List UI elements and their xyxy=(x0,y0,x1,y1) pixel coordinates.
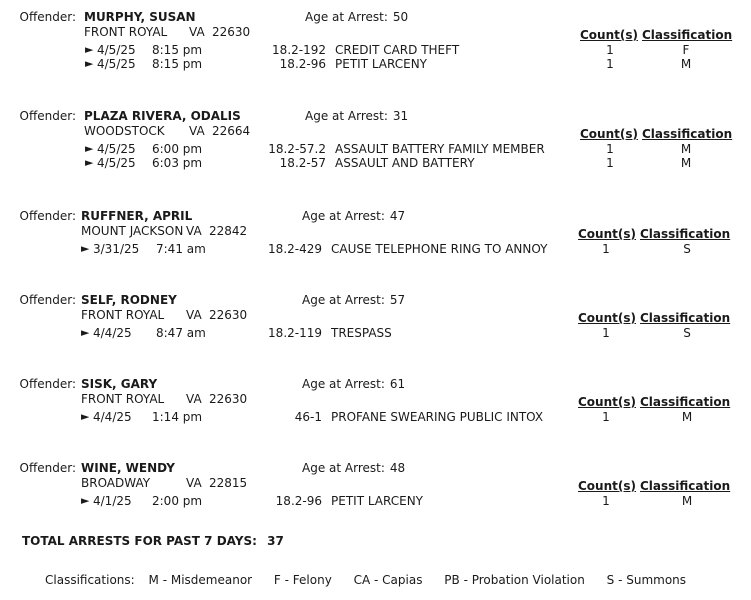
charge-date: 4/5/25 xyxy=(97,156,136,170)
charge-date: 4/4/25 xyxy=(93,410,132,424)
charge-code: 18.2-57 xyxy=(279,156,326,170)
counts-header: Count(s) xyxy=(580,127,638,141)
charge-bullet: ► xyxy=(85,57,94,70)
legend-item: F - Felony xyxy=(273,573,332,587)
classification-header: Classification xyxy=(642,127,733,141)
offender-city: FRONT ROYAL xyxy=(81,308,165,322)
counts-header: Count(s) xyxy=(578,311,636,325)
charge-date: 4/5/25 xyxy=(97,142,136,156)
age-label: Age at Arrest: xyxy=(302,461,385,475)
offender-name: MURPHY, SUSAN xyxy=(84,10,196,24)
charge-code: 18.2-57.2 xyxy=(268,142,326,156)
offender-name: SELF, RODNEY xyxy=(81,293,177,307)
charge-count: 1 xyxy=(606,43,614,57)
charge-time: 8:15 pm xyxy=(152,57,203,71)
offender-state: VA xyxy=(189,25,205,39)
offender-state: VA xyxy=(186,476,202,490)
charge-date: 4/1/25 xyxy=(93,494,132,508)
charge-bullet: ► xyxy=(85,142,94,155)
offender-label: Offender: xyxy=(19,461,76,475)
charge-date: 4/5/25 xyxy=(97,43,136,57)
charge-description: PROFANE SWEARING PUBLIC INTOX xyxy=(331,410,544,424)
offender-name: RUFFNER, APRIL xyxy=(81,209,193,223)
total-arrests xyxy=(22,534,284,548)
offender-city: FRONT ROYAL xyxy=(84,25,168,39)
classification-header: Classification xyxy=(642,28,733,42)
classification-header: Classification xyxy=(640,395,731,409)
charge-time: 8:47 am xyxy=(156,326,206,340)
offender-name: PLAZA RIVERA, ODALIS xyxy=(84,109,241,123)
offender-city: MOUNT JACKSON xyxy=(81,224,184,238)
offender-state: VA xyxy=(186,392,202,406)
charge-description: CAUSE TELEPHONE RING TO ANNOY xyxy=(331,242,548,256)
age-label: Age at Arrest: xyxy=(302,377,385,391)
age-value: 48 xyxy=(389,461,406,475)
legend-item: M - Misdemeanor xyxy=(148,573,253,587)
charge-description: CREDIT CARD THEFT xyxy=(335,43,460,57)
charge-classification: F xyxy=(682,43,690,57)
charge-bullet: ► xyxy=(81,410,90,423)
legend-item: S - Summons xyxy=(606,573,687,587)
charge-time: 1:14 pm xyxy=(152,410,203,424)
legend-item: PB - Probation Violation xyxy=(444,573,585,587)
offender-zip: 22630 xyxy=(212,25,251,39)
charge-bullet: ► xyxy=(85,43,94,56)
charge-classification: M xyxy=(680,156,692,170)
offender-label: Offender: xyxy=(19,109,76,123)
charge-classification: M xyxy=(681,494,693,508)
age-at-arrest xyxy=(305,10,408,24)
charge-time: 2:00 pm xyxy=(152,494,203,508)
age-label: Age at Arrest: xyxy=(302,209,385,223)
offender-state: VA xyxy=(186,308,202,322)
charge-description: PETIT LARCENY xyxy=(331,494,424,508)
offender-zip: 22815 xyxy=(209,476,248,490)
offender-record xyxy=(0,377,751,467)
age-value: 50 xyxy=(392,10,409,24)
charge-description: TRESPASS xyxy=(331,326,392,340)
charge-date: 4/4/25 xyxy=(93,326,132,340)
classification-header: Classification xyxy=(640,479,731,493)
offender-zip: 22842 xyxy=(209,224,248,238)
charge-time: 7:41 am xyxy=(156,242,206,256)
charge-date: 4/5/25 xyxy=(97,57,136,71)
offender-name: SISK, GARY xyxy=(81,377,158,391)
charge-code: 18.2-192 xyxy=(272,43,326,57)
age-value: 47 xyxy=(389,209,406,223)
charge-classification: S xyxy=(683,242,691,256)
offender-label: Offender: xyxy=(19,293,76,307)
charge-date: 3/31/25 xyxy=(93,242,140,256)
charge-description: PETIT LARCENY xyxy=(335,57,428,71)
counts-header: Count(s) xyxy=(580,28,638,42)
charge-description: ASSAULT BATTERY FAMILY MEMBER xyxy=(335,142,545,156)
offender-record xyxy=(0,293,751,383)
charge-bullet: ► xyxy=(81,242,90,255)
charge-classification: M xyxy=(681,410,693,424)
age-label: Age at Arrest: xyxy=(302,293,385,307)
offender-city: FRONT ROYAL xyxy=(81,392,165,406)
charge-count: 1 xyxy=(602,494,610,508)
classification-legend xyxy=(45,573,686,587)
age-at-arrest xyxy=(302,377,405,391)
offender-label: Offender: xyxy=(19,209,76,223)
offender-state: VA xyxy=(186,224,202,238)
charge-classification: S xyxy=(683,326,691,340)
offender-zip: 22630 xyxy=(209,392,248,406)
age-value: 57 xyxy=(389,293,406,307)
offender-zip: 22664 xyxy=(212,124,251,138)
charge-count: 1 xyxy=(602,326,610,340)
charge-classification: M xyxy=(680,57,692,71)
charge-count: 1 xyxy=(606,142,614,156)
offender-record xyxy=(0,209,751,299)
charge-code: 18.2-429 xyxy=(268,242,322,256)
charge-time: 8:15 pm xyxy=(152,43,203,57)
charge-time: 6:00 pm xyxy=(152,142,203,156)
offender-state: VA xyxy=(189,124,205,138)
legend-label: Classifications: xyxy=(45,573,135,587)
age-value: 61 xyxy=(389,377,406,391)
charge-count: 1 xyxy=(606,156,614,170)
counts-header: Count(s) xyxy=(578,227,636,241)
counts-header: Count(s) xyxy=(578,479,636,493)
offender-record xyxy=(0,109,751,199)
charge-time: 6:03 pm xyxy=(152,156,203,170)
offender-city: WOODSTOCK xyxy=(84,124,165,138)
classification-header: Classification xyxy=(640,227,731,241)
charge-bullet: ► xyxy=(85,156,94,169)
charge-bullet: ► xyxy=(81,494,90,507)
charge-classification: M xyxy=(680,142,692,156)
charge-code: 46-1 xyxy=(294,410,322,424)
charge-count: 1 xyxy=(602,410,610,424)
age-value: 31 xyxy=(392,109,409,123)
offender-city: BROADWAY xyxy=(81,476,151,490)
offender-label: Offender: xyxy=(19,377,76,391)
charge-count: 1 xyxy=(606,57,614,71)
legend-item: CA - Capias xyxy=(353,573,423,587)
offender-zip: 22630 xyxy=(209,308,248,322)
total-arrests-label: TOTAL ARRESTS FOR PAST 7 DAYS: xyxy=(22,534,257,548)
charge-code: 18.2-96 xyxy=(279,57,326,71)
offender-record xyxy=(0,10,751,100)
counts-header: Count(s) xyxy=(578,395,636,409)
age-at-arrest xyxy=(302,461,405,475)
offender-name: WINE, WENDY xyxy=(81,461,175,475)
age-at-arrest xyxy=(302,293,405,307)
charge-code: 18.2-96 xyxy=(275,494,322,508)
age-at-arrest xyxy=(305,109,408,123)
charge-count: 1 xyxy=(602,242,610,256)
charge-bullet: ► xyxy=(81,326,90,339)
charge-description: ASSAULT AND BATTERY xyxy=(335,156,475,170)
offender-label: Offender: xyxy=(19,10,76,24)
age-label: Age at Arrest: xyxy=(305,109,388,123)
charge-code: 18.2-119 xyxy=(268,326,322,340)
age-at-arrest xyxy=(302,209,405,223)
age-label: Age at Arrest: xyxy=(305,10,388,24)
classification-header: Classification xyxy=(640,311,731,325)
total-arrests-value: 37 xyxy=(267,534,284,548)
